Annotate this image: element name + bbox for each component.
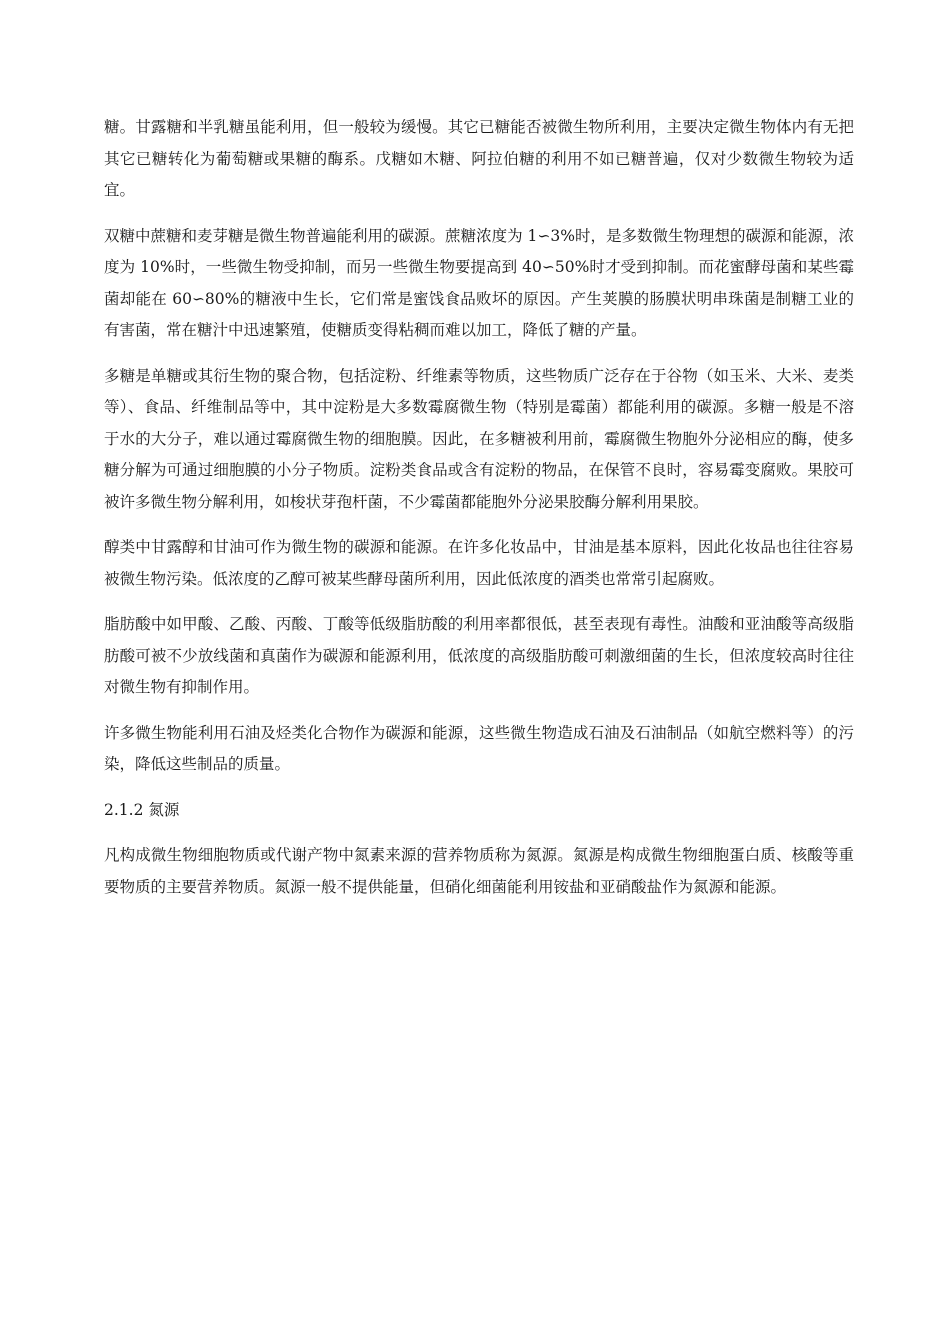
section-heading-nitrogen-source: 2.1.2 氮源 (104, 800, 180, 819)
paragraph-hexose: 糖。甘露糖和半乳糖虽能利用，但一般较为缓慢。其它已糖能否被微生物所利用，主要决定微生物体内有无把其它已糖转化为葡萄糖或果糖的酶系。戊糖如木糖、阿拉伯糖的利用不如已糖普遍，仅对少数微生物较为适宜。 (104, 118, 854, 199)
paragraph-fatty-acids: 脂肪酸中如甲酸、乙酸、丙酸、丁酸等低级脂肪酸的利用率都很低，甚至表现有毒性。油酸和亚油酸等高级脂肪酸可被不少放线菌和真菌作为碳源和能源利用，低浓度的高级脂肪酸可刺激细菌的生长，但浓度较高时往往对微生物有抑制作用。 (104, 615, 854, 696)
document-page (104, 112, 854, 917)
paragraph-disaccharide: 双糖中蔗糖和麦芽糖是微生物普遍能利用的碳源。蔗糖浓度为 1∽3%时，是多数微生物理想的碳源和能源，浓度为 10%时，一些微生物受抑制，而另一些微生物要提高到 40∽50%时才受到抑制。而花蜜酵母菌和某些霉菌却能在 60∽80%的糖液中生长，它们常是蜜饯食品败坏的原因。产生荚膜的肠膜状明串珠菌是制糖工业的有害菌，常在糖汁中迅速繁殖，使糖质变得粘稠而难以加工，降低了糖的产量。 (104, 226, 854, 339)
paragraph-petroleum: 许多微生物能利用石油及烃类化合物作为碳源和能源，这些微生物造成石油及石油制品（如航空燃料等）的污染，降低这些制品的质量。 (104, 723, 854, 773)
paragraph-polysaccharide: 多糖是单糖或其衍生物的聚合物，包括淀粉、纤维素等物质，这些物质广泛存在于谷物（如玉米、大米、麦类等）、食品、纤维制品等中，其中淀粉是大多数霉腐微生物（特别是霉菌）都能利用的碳源。多糖一般是不溶于水的大分子，难以通过霉腐微生物的细胞膜。因此，在多糖被利用前，霉腐微生物胞外分泌相应的酶，使多糖分解为可通过细胞膜的小分子物质。淀粉类食品或含有淀粉的物品，在保管不良时，容易霉变腐败。果胶可被许多微生物分解利用，如梭状芽孢杆菌，不少霉菌都能胞外分泌果胶酶分解利用果胶。 (104, 366, 854, 511)
paragraph-alcohols: 醇类中甘露醇和甘油可作为微生物的碳源和能源。在许多化妆品中，甘油是基本原料，因此化妆品也往往容易被微生物污染。低浓度的乙醇可被某些酵母菌所利用，因此低浓度的酒类也常常引起腐败。 (104, 538, 854, 588)
paragraph-nitrogen-source: 凡构成微生物细胞物质或代谢产物中氮素来源的营养物质称为氮源。氮源是构成微生物细胞蛋白质、核酸等重要物质的主要营养物质。氮源一般不提供能量，但硝化细菌能利用铵盐和亚硝酸盐作为氮源和能源。 (104, 846, 854, 896)
